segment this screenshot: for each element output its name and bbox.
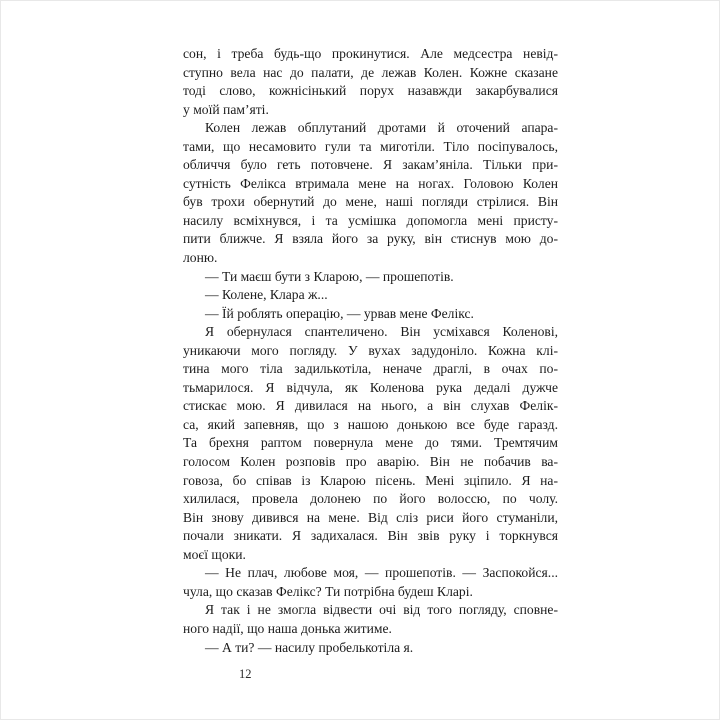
text-line: — Колене, Клара ж...	[205, 287, 328, 303]
text-line: уникаючи мого погляду. У вухах задудоніло. Кожна клі-	[183, 342, 558, 358]
text-line: почали зникати. Я задихалася. Він звів руку і торкнувся	[183, 528, 558, 544]
text-line: Я так і не змогла відвести очі від того погляду, сповне-	[205, 602, 558, 618]
text-line: — Не плач, любове моя, — прошепотів. — Заспокойся...	[205, 565, 558, 581]
text-line: обличчя було геть потовчене. Я закам’яніла. Тільки при-	[183, 157, 558, 173]
text-line: Та брехня раптом повернула мене до тями. Тремтячим	[183, 435, 558, 451]
text-line: — Їй роблять операцію, — урвав мене Фелікс.	[205, 305, 474, 321]
text-line: у моїй пам’яті.	[183, 101, 269, 117]
text-line: був трохи обернутий до мене, наші погляди стрілися. Він	[183, 194, 558, 210]
text-line: Колен лежав обплутаний дротами й оточений апара-	[205, 120, 558, 136]
text-line: насилу всміхнувся, і та усмішка допомогла мені присту-	[183, 212, 558, 228]
text-line: моєї щоки.	[183, 546, 246, 562]
text-line: говоза, бо співав із Кларою пісень. Мені зціпило. Я на-	[183, 472, 558, 488]
text-line: хилилася, провела долонею по його волоссю, по чолу.	[183, 491, 558, 507]
text-line: сутність Фелікса втримала мене на ногах. Головою Колен	[183, 175, 558, 191]
page-number: 12	[239, 667, 252, 681]
text-line: стискає мою. Я дивилася на нього, а він слухав Фелік-	[183, 398, 558, 414]
text-line: лоню.	[183, 250, 218, 266]
text-line: ступно вела нас до палати, де лежав Колен. Кожне сказане	[183, 64, 558, 80]
text-line: сон, і треба будь-що прокинутися. Але медсестра невід-	[183, 46, 558, 61]
page-text-block	[183, 45, 558, 657]
text-line: чула, що сказав Фелікс? Ти потрібна будеш Кларі.	[183, 583, 473, 599]
text-line: ного надії, що наша донька житиме.	[183, 620, 392, 636]
text-line: тами, що несамовито гули та миготіли. Тіло посіпувалось,	[183, 138, 558, 154]
text-line: Я обернулася спантеличено. Він усміхався Коленові,	[205, 324, 558, 340]
text-line: — Ти маєш бути з Кларою, — прошепотів.	[205, 268, 454, 284]
text-line: тоді слово, кожнісінький порух назавжди закарбувалися	[183, 83, 558, 99]
text-line: са, який запевняв, що з нашою донькою все буде гаразд.	[183, 416, 558, 432]
text-line: — А ти? — насилу пробелькотіла я.	[205, 639, 414, 655]
text-line: тина мого тіла задилькотіла, неначе драглі, в очах по-	[183, 361, 558, 377]
text-line: Він знову дивився на мене. Від сліз риси його стуманіли,	[183, 509, 558, 525]
text-line: тьмарилося. Я відчула, як Коленова рука дедалі дужче	[183, 379, 558, 395]
text-line: пити ближче. Я взяла його за руку, він стиснув мою до-	[183, 231, 558, 247]
text-line: голосом Колен розповів про аварію. Він не побачив ва-	[183, 454, 558, 470]
